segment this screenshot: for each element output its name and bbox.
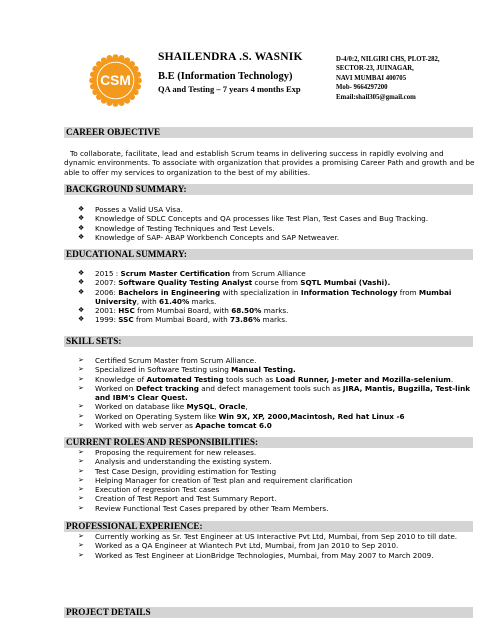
list-item: ➢ Currently working as Sr. Test Engineer at US Interactive Pvt Ltd, Mumbai, from Sep 2010 to till date.	[78, 532, 458, 541]
address-line-2: SECTOR-23, JUINAGAR,	[336, 65, 414, 73]
section-header-background	[64, 184, 473, 195]
roles-list	[78, 448, 476, 513]
candidate-degree: B.E (Information Technology)	[158, 71, 293, 82]
list-item: ❖ 2001: HSC from Mumbai Board, with 68.50% marks.	[78, 306, 289, 315]
list-item: ❖ 1999: SSC from Mumbai Board, with 73.86% marks.	[78, 315, 288, 325]
email-address: Email:shail305@gmail.com	[336, 93, 416, 101]
logo-tooth	[119, 55, 125, 61]
list-item: ❖ 2015 : Scrum Master Certification from Scrum Alliance	[78, 269, 306, 278]
career-objective-text: To collaborate, facilitate, lead and establish Scrum teams in delivering success in rapidly evolving and dynamic environments. To associate with organization that provides a promising Career Path and growth and be able to offer my services to organization to the best of my abilities.	[64, 149, 475, 177]
background-list	[78, 205, 476, 242]
section-header-project	[64, 607, 473, 618]
arrow-bullet-icon: ➢	[78, 365, 84, 374]
list-item: ➢ Worked on Defect tracking and defect management tools such as JIRA, Mantis, Bugzilla, Test-link and IBM's Clear Quest.	[78, 383, 471, 402]
mobile-number: Mob- 9664297200	[336, 84, 388, 92]
list-item: ➢ Review Functional Test Cases prepared by other Team Members.	[78, 503, 329, 513]
diamond-bullet-icon: ❖	[78, 278, 85, 287]
candidate-experience: QA and Testing – 7 years 4 months Exp	[158, 84, 301, 94]
arrow-bullet-icon: ➢	[78, 550, 84, 559]
logo-tooth	[129, 61, 135, 67]
logo-tooth	[107, 55, 113, 61]
section-title: CURRENT ROLES AND RESPONSIBILITIES:	[66, 437, 259, 447]
experience-list	[78, 532, 476, 560]
list-item: ➢ Knowledge of Automated Testing tools such as Load Runner, J-meter and Mozilla-selenium.	[78, 374, 454, 384]
arrow-bullet-icon: ➢	[78, 475, 84, 484]
logo-tooth	[96, 61, 102, 67]
logo-tooth	[136, 78, 142, 84]
logo-tooth	[135, 84, 141, 90]
list-item: ❖ Knowledge of SDLC Concepts and QA processes like Test Plan, Test Cases and Bug Tracking.	[78, 214, 429, 224]
diamond-bullet-icon: ❖	[78, 269, 85, 277]
section-header-career-objective	[64, 127, 473, 138]
list-item: ❖ Knowledge of SAP- ABAP Workbench Concepts and SAP Netweaver.	[78, 232, 340, 242]
logo-tooth	[96, 94, 102, 100]
logo-tooth	[89, 78, 95, 84]
section-title: PROFESSIONAL EXPERIENCE:	[66, 521, 203, 531]
arrow-bullet-icon: ➢	[78, 383, 84, 392]
arrow-bullet-icon: ➢	[78, 448, 84, 456]
section-title: EDUCATIONAL SUMMARY:	[66, 249, 187, 259]
diamond-bullet-icon: ❖	[78, 214, 85, 223]
list-item: ➢ Worked on Operating System like Win 9X, XP, 2000,Macintosh, Red hat Linux -6	[78, 411, 405, 421]
section-header-education	[64, 249, 473, 260]
section-title: PROJECT DETAILS	[66, 607, 151, 617]
logo-tooth	[119, 100, 125, 106]
list-item: ❖ Knowledge of Testing Techniques and Test Levels.	[78, 223, 275, 233]
arrow-bullet-icon: ➢	[78, 503, 84, 512]
logo-tooth	[101, 98, 107, 104]
logo-tooth	[124, 98, 130, 104]
section-header-skills	[64, 336, 473, 347]
arrow-bullet-icon: ➢	[78, 411, 84, 420]
list-item: ➢ Proposing the requirement for new releases.	[78, 448, 257, 457]
diamond-bullet-icon: ❖	[78, 232, 85, 241]
diamond-bullet-icon: ❖	[78, 315, 85, 324]
education-list	[78, 269, 476, 325]
list-item: ❖ 2006: Bachelors in Engineering with specialization in Information Technology from Mumbai University, with 61.40% marks.	[78, 287, 452, 306]
arrow-bullet-icon: ➢	[78, 466, 84, 475]
list-item: ❖ Posses a Valid USA Visa.	[78, 205, 183, 214]
address-line-3: NAVI MUMBAI 400705	[336, 74, 407, 82]
diamond-bullet-icon: ❖	[78, 306, 85, 314]
logo-tooth	[90, 84, 96, 90]
list-item: ➢ Specialized in Software Testing using Manual Testing.	[78, 365, 296, 375]
logo-tooth	[135, 72, 141, 78]
list-item: ➢ Worked as a QA Engineer at Wiantech Pvt Ltd, Mumbai, from Jan 2010 to Sep 2010.	[78, 541, 399, 551]
candidate-name: SHAILENDRA .S. WASNIK	[158, 51, 303, 63]
arrow-bullet-icon: ➢	[78, 541, 84, 550]
arrow-bullet-icon: ➢	[78, 374, 84, 383]
csm-logo	[88, 53, 143, 108]
list-item: ➢ Helping Manager for creation of Test plan and requirement clarification	[78, 475, 353, 485]
diamond-bullet-icon: ❖	[78, 223, 85, 232]
logo-tooth	[133, 89, 139, 95]
section-header-experience	[64, 521, 473, 532]
list-item: ❖ 2007: Software Quality Testing Analyst course from SQTL Mumbai (Vashi).	[78, 278, 391, 288]
logo-tooth	[124, 57, 130, 63]
arrow-bullet-icon: ➢	[78, 402, 84, 411]
list-item: ➢ Worked with web server as Apache tomcat 6.0	[78, 420, 272, 430]
logo-tooth	[92, 89, 98, 95]
section-title: SKILL SETS:	[66, 336, 122, 346]
logo-tooth	[113, 101, 119, 107]
skills-list	[78, 356, 476, 430]
section-header-roles	[64, 437, 473, 448]
section-title: CAREER OBJECTIVE	[66, 127, 161, 137]
arrow-bullet-icon: ➢	[78, 532, 84, 540]
logo-tooth	[90, 72, 96, 78]
diamond-bullet-icon: ❖	[78, 287, 85, 296]
list-item: ➢ Certified Scrum Master from Scrum Alliance.	[78, 356, 257, 365]
list-item: ➢ Worked on database like MySQL, Oracle,	[78, 402, 248, 412]
logo-tooth	[133, 66, 139, 72]
list-item: ➢ Worked as Test Engineer at LionBridge Technologies, Mumbai, from May 2007 to March 2009.	[78, 550, 434, 560]
contact-block	[336, 55, 440, 102]
logo-tooth	[101, 57, 107, 63]
logo-text: CSM	[100, 73, 131, 89]
diamond-bullet-icon: ❖	[78, 205, 85, 213]
arrow-bullet-icon: ➢	[78, 420, 84, 429]
arrow-bullet-icon: ➢	[78, 356, 84, 364]
address-line-1: D-4/0:2, NILGIRI CHS, PLOT-282,	[336, 56, 440, 63]
list-item: ➢ Test Case Design, providing estimation for Testing	[78, 466, 277, 476]
logo-tooth	[92, 66, 98, 72]
arrow-bullet-icon: ➢	[78, 494, 84, 503]
arrow-bullet-icon: ➢	[78, 485, 84, 493]
list-item: ➢ Analysis and understanding the existing system.	[78, 457, 272, 467]
section-title: BACKGROUND SUMMARY:	[66, 184, 187, 194]
list-item: ➢ Creation of Test Report and Test Summary Report.	[78, 494, 277, 504]
logo-tooth	[107, 100, 113, 106]
list-item: ➢ Execution of regression Test cases	[78, 485, 220, 494]
arrow-bullet-icon: ➢	[78, 457, 84, 466]
logo-tooth	[113, 54, 119, 60]
logo-tooth	[129, 94, 135, 100]
